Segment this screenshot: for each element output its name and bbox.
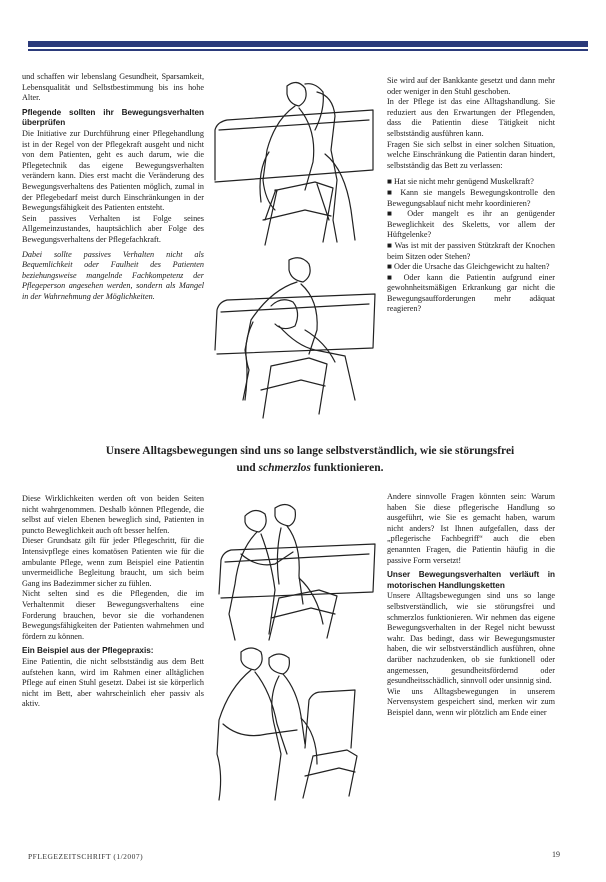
pull-quote-line: und schmerzlos funktionieren. xyxy=(236,462,384,474)
paragraph: Eine Patientin, die nicht selbstständig aus dem Bett aufstehen kann, wird im Rahmen einer alltäglichen Pflege auf einen Stuhl gesetzt. Dabei ist sie körperlich nicht im Bett, aber wahrscheinlich eher passiv als aktiv. xyxy=(22,656,204,709)
paragraph: Nicht selten sind es die Pflegenden, die im Verhaltenmit dieser Bewegungsverhaltens eine Forderung brauchen, bevor sie die vorhandenen Bewegungsfähigkeiten der Patienten wahrnehmen und fördern zu können. xyxy=(22,589,204,641)
list-item: ■ Kann sie mangels Bewegungskontrolle den Bewegungsablauf nicht mehr koordinieren? xyxy=(387,187,556,208)
paragraph: Wie uns Alltagsbewegungen in unserem Nervensystem gespeichert sind, merken wir zum Beispiel dann, wenn wir plötzlich am Ende einer xyxy=(387,686,555,717)
section-heading: Ein Beispiel aus der Pflegepraxis: xyxy=(22,646,154,656)
pull-quote xyxy=(40,443,580,477)
paragraph: Diese Wirklichkeiten werden oft von beiden Seiten nicht wahrgenommen. Deshalb können Pflegende, die selbst auf vielen Ebenen beweglich sind, Patienten in puncto Beweglichkeit auch oft besser helfen. xyxy=(22,494,204,535)
illustration-transfer-step-1 xyxy=(205,70,385,248)
column-top-right xyxy=(387,76,555,315)
list-item: ■ Oder die Ursache das Gleichgewicht zu halten? xyxy=(387,262,550,272)
paragraph: Fragen Sie sich selbst in einer solchen Situation, welche Einschränkung die Patientin daran hindert, selbstständig das Bett zu verlassen: xyxy=(387,139,555,170)
page-number: 19 xyxy=(552,850,560,859)
paragraph: Unsere Alltagsbewegungen sind uns so lange selbstverständlich, wie sie störungsfrei und schmerzlos funktionieren. Wir nehmen das eigene Bewegungsverhalten in der Regel nicht bewusst wahr. Das bedingt, dass wir Bewegungsmuster haben, die wir selbstverständlich ausführen, ohne darüber nachzudenken, ob sie funktionell oder angemessen, gesundheitsfördernd oder gesundheitsschädlich, sinnvoll oder unsinnig sind. xyxy=(387,591,555,686)
section-heading: Pflegende sollten ihr Bewegungsverhalten überprüfen xyxy=(22,107,204,128)
paragraph-italic: Dabei sollte passives Verhalten nicht als Bequemlichkeit oder Faulheit des Patienten beziehungsweise mangelnde Fachkompetenz der Pflegeperson angesehen werden, sondern als Mangel in der Wahrnehmung der Möglichkeiten. xyxy=(22,249,204,301)
column-top-left xyxy=(22,72,204,302)
footer-publication: PFLEGEZEITSCHRIFT (1/2007) xyxy=(28,852,144,861)
list-item: ■ Hat sie nicht mehr genügend Muskelkraft? xyxy=(387,177,534,187)
column-bottom-right xyxy=(387,492,555,718)
header-rule-thick xyxy=(28,41,588,47)
illustration-transfer-step-3 xyxy=(205,494,385,642)
list-item: ■ Oder kann die Patientin aufgrund einer gewohnheitsmäßigen Erkrankung gar nicht die Bewegungsaufforderungen mehr adäquat reagieren? xyxy=(387,272,556,314)
illustration-transfer-step-4 xyxy=(205,644,385,804)
pull-quote-line: Unsere Alltagsbewegungen sind uns so lange selbstverständlich, wie sie störungsfrei xyxy=(105,445,515,457)
paragraph: In der Pflege ist das eine Alltagshandlung. Sie reduziert aus den Erwartungen der Pflegenden, dass die Patientin diese Tätigkeit nicht selbstständig ausführen kann. xyxy=(387,97,555,138)
paragraph: Andere sinnvolle Fragen könnten sein: Warum haben Sie diese pflegerische Handlung so ausgeführt, wie Sie es gemacht haben, warum nicht anders? Ist Ihnen aufgefallen, dass der „pflegerische Fachbegriff“ auch die eben genannten Fragen, die Patientin häufig in die passive Form versetzt! xyxy=(387,492,555,565)
section-heading: Unser Bewegungsverhalten verläuft in motorischen Handlungsketten xyxy=(387,570,555,590)
paragraph: Sie wird auf der Bankkante gesetzt und dann mehr oder weniger in den Stuhl geschoben. xyxy=(387,76,555,96)
illustration-transfer-step-2 xyxy=(205,250,385,420)
intro-text: und schaffen wir lebenslang Gesundheit, Sparsamkeit, Lebensqualität und Selbstbestimmung bis ins hohe Alter. xyxy=(22,72,204,103)
paragraph: Sein passives Verhalten ist Folge seines Allgemeinzustandes, hauptsächlich aber Folge des Bewegungsverhaltens der Pflegefachkraft. xyxy=(22,213,204,244)
question-list xyxy=(387,177,555,315)
header-rule-thin xyxy=(28,49,588,51)
paragraph: Dieser Grundsatz gilt für jeder Pflegeschritt, für die Intensivpflege eines komatösen Patienten wie für die ambulante Pflege, wenn zum Beispiel eine Patientin unvermeidliche Begleitung braucht, um sich beim Gang ins Badezimmer sicher zu fühlen. xyxy=(22,536,204,588)
column-bottom-left xyxy=(22,494,204,710)
list-item: ■ Was ist mit der passiven Stützkraft der Knochen beim Sitzen oder Stehen? xyxy=(387,240,555,261)
list-item: ■ Oder mangelt es ihr an genügender Beweglichkeit des Skeletts, vor allem der Hüftgelenke? xyxy=(387,209,556,240)
paragraph: Die Initiative zur Durchführung einer Pflegehandlung ist in der Regel von der Pflegekraft ausgeht und nicht von dem Patienten, geht es auch darum, wie die Pflegetechnik das eigene Bewegungsverhalten verändern kann. Dies erst macht die Veränderung des Bewegungsverhaltens des Patienten möglich, zumal in der Pflegebedarf meist durch Einschränkungen in der Bewegungsfähigkeit des Patienten entsteht. xyxy=(22,128,204,213)
